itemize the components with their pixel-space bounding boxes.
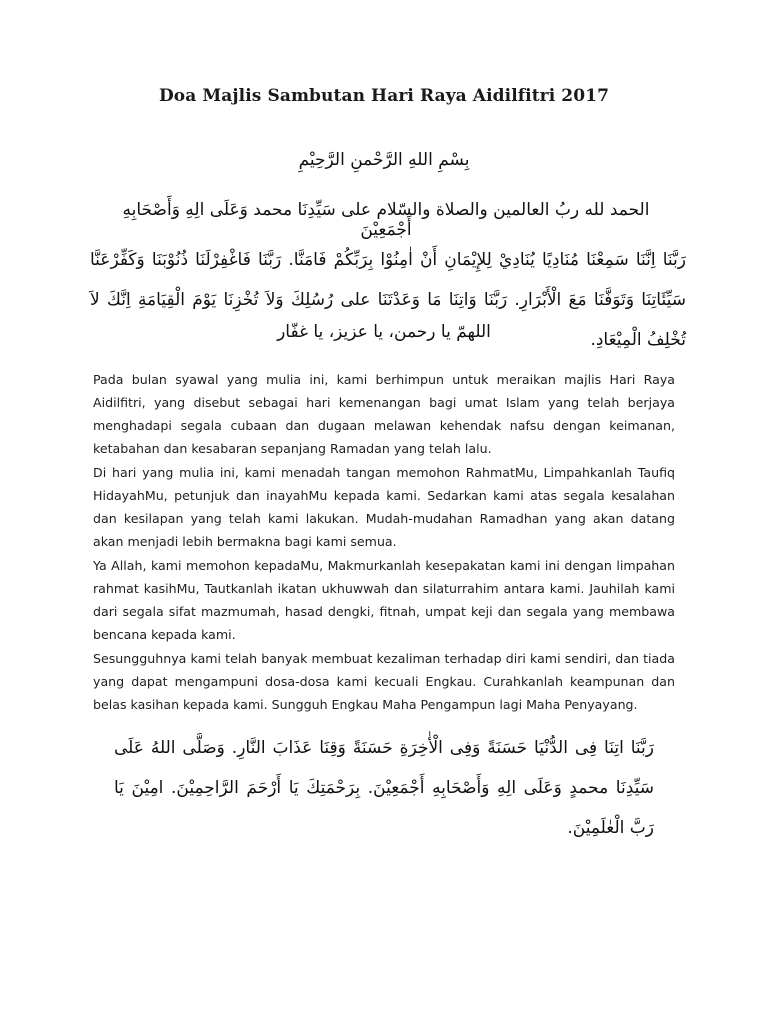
paragraph: Pada bulan syawal yang mulia ini, kami berhimpun untuk meraikan majlis Hari Raya Aidilfitri, yang disebut sebagai hari kemenangan bagi umat Islam yang telah berjaya menghadapi segala cubaan dan dugaan melawan kehendak nafsu dengan keimanan, ketabahan dan kesabaran sepanjang Ramadan yang telah lalu. (93, 372, 675, 456)
page-title: Doa Majlis Sambutan Hari Raya Aidilfitri 2017 (158, 86, 610, 106)
paragraph: Sesungguhnya kami telah banyak membuat kezaliman terhadap diri kami sendiri, dan tiada yang dapat mengampuni dosa-dosa kami kecuali Engkau. Curahkanlah keampunan dan belas kasihan kepada kami. Sungguh Engkau Maha Pengampun lagi Maha Penyayang. (93, 651, 675, 712)
paragraph: Di hari yang mulia ini, kami menadah tangan memohon RahmatMu, Limpahkanlah Taufiq HidayahMu, petunjuk dan inayahMu kepada kami. Sedarkan kami atas segala kesalahan dan kesilapan yang telah kami lakukan. Mudah-mudahan Ramadhan yang akan datang akan menjadi lebih bermakna bagi kami semua. (93, 465, 675, 549)
closing-prayer-arabic: رَبَّنَا اتِنَا فِى الدُّنْيَا حَسَنَةً وَفِى الْأٰخِرَةِ حَسَنَةً وَقِنَا عَذَابَ النَّارِ. وَصَلَّى اللهُ عَلَى سَيِّدِنَا محمدٍ وَعَلَى الِهِ وَأَصْحَابِهِ أَجْمَعِيْنَ. بِرَحْمَتِكَ يَا أَرْحَمَ الرَّاحِمِيْنَ. امِيْنَ يَا رَبَّ الْعٰلَمِيْنَ. (114, 738, 654, 838)
basmalah: بِسْمِ اللهِ الرَّحْمنِ الرَّحِيْمِ (298, 150, 470, 170)
opening-prayer-arabic: رَبَّنَا اِنَّنَا سَمِعْنَا مُنَادِيًا يُنَادِيْ لِلإِيْمَانِ أَنْ اٰمِنُوْا بِرَبِّكُمْ فَامَنَّا. رَبَّنَا فَاغْفِرْلَنَا ذُنُوْبَنَا وَكَفِّرْعَنَّا سَيِّئَاتِنَا وَتَوَفَّنَا مَعَ الْأَبْرَارِ. رَبَّنَا وَاتِنَا مَا وَعَدْتَنَا على رُسُلِكَ وَلاَ تُخْزِنَا يَوْمَ الْقِيَامَةِ اِنَّكَ لاَ تُخْلِفُ الْمِيْعَادِ. (90, 250, 686, 350)
allahumma-invocation: اللهمّ يا رحمن، يا عزيز، يا غفّار (277, 322, 491, 342)
paragraph: Ya Allah, kami memohon kepadaMu, Makmurkanlah kesepakatan kami ini dengan limpahan rahmat kasihMu, Tautkanlah ikatan ukhuwwah dan silaturrahim antara kami. Jauhilah kami dari segala sifat mazmumah, hasad dengki, fitnah, umpat keji dan segala yang membawa bencana kepada kami. (93, 558, 675, 642)
hamdalah: الحمد لله ربُ العالمين والصلاة والسّلام على سَيِّدِنَا محمد وَعَلَى الِهِ وَأَصْحَابِهِ أَجْمَعِيْنَ (122, 200, 650, 240)
